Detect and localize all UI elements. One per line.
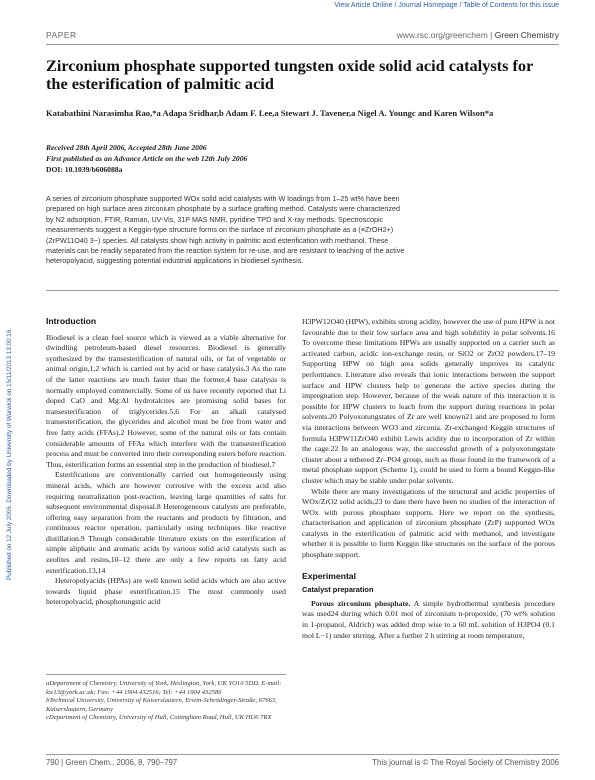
right-column — [302, 317, 555, 641]
header-journal-info — [397, 30, 559, 40]
header-separator: | — [487, 30, 495, 40]
paper-label: PAPER — [46, 30, 77, 40]
top-links — [334, 2, 559, 9]
download-note: Published on 12 July 2006. Downloaded by University of Warwick on 15/11/2013 13:00:16. — [6, 327, 13, 580]
paragraph: H3PW12O40 (HPW), exhibits strong acidity, however the use of pure HPW is not favourable due to their low surface area and high solubility in polar solvents.16 To overcome these limitations HPWs are usually supported on a carrier such as activated carbon, acidic ion-exchange resin, or SiO2 or ZrO2 powders.17–19 Supporting HPW on high area solids generally improves its catalytic performance. Literature also reveals that ionic interactions between the support surface and HPW clusters help to generate the active species during the impregnation step. However, because of the weak nature of this interaction it is possible for HPW clusters to leach from the support during reactions in polar solvents.20 Polyoxotungstates of Zr are well known21 and are proposed to form via interactions between WO3 and zirconia. Zr-exchanged Keggin structures of formula H3PW11ZrO40 exhibit Lewis acidity due to incorporation of Zr within the cage.22 In an analogous way, the successful growth of a polyoxotungstate cluster about a tethered Zr–PO4 group, such as those found in the framework of a metal phosphate support (Scheme 1), could be used to form a bound Keggin-like cluster which may be stable under polar solvents. — [302, 317, 556, 485]
footer-citation: 790 | Green Chem., 2006, 8, 790–797 — [46, 758, 178, 767]
footnotes — [46, 680, 286, 723]
experimental-heading: Experimental — [302, 570, 356, 581]
separator: / — [392, 2, 399, 9]
journal-homepage-link[interactable]: Journal Homepage — [398, 2, 458, 9]
footnote-rule — [46, 674, 286, 675]
footnote: aDepartment of Chemistry, University of York, Heslington, York, UK YO10 5DD. E-mail: kw13@york.ac.uk; Fax: +44 1904 432516; Tel: +44 1904 432586 — [46, 680, 282, 696]
journal-name: Green Chemistry — [494, 30, 559, 40]
view-article-online-link[interactable]: View Article Online — [334, 2, 393, 9]
header-rule — [46, 44, 559, 45]
article-dates — [46, 142, 247, 175]
footer-rule — [46, 754, 559, 755]
published-date: First published as an Advance Article on the web 12th July 2006 — [46, 154, 248, 163]
paragraph — [302, 599, 555, 641]
doi: DOI: 10.1039/b606088a — [46, 165, 123, 174]
paragraph: Esterifications are conventionally carried out homogeneously using mineral acids, which are however corrosive with the excess acid also requiring neutralization post-reaction, leaving large quantities of salts for subsequent environmental disposal.8 Heterogeneous catalysts are preferable, offering easy separation from the reactants and products by filtration, and continuous reactor operation, particularly using techniques like reactive distillation.9 Though considerable literature exists on the esterification of simple aliphatic and aromatic acids by various solid acid catalysts such as zeolites and resins,10–12 there are only a few reports on fatty acid esterification.13,14 — [46, 470, 286, 575]
left-column — [46, 316, 286, 608]
table-of-contents-link[interactable]: Table of Contents for this issue — [463, 2, 559, 9]
paragraph: While there are many investigations of the structural and acidic properties of WOx/ZrO2 solid acids,23 to date there have been no studies of the interaction of WOx with porous phosphate supports. Here we report on the synthesis, characterisation and application of zirconium phosphate (ZrP) supported WOx catalysts in the esterification of palmitic acid with methanol, and investigate whether it is possible to form Keggin like structures on the surface of the porous phosphate support. — [302, 486, 555, 560]
footnote: bTechnical University, University of Kaiserslautern, Erwin-Schrödinger-Straße, 67663, Kaiserslautern, Germany — [46, 697, 277, 713]
abstract-rule — [46, 290, 559, 291]
author-list: Katabathini Narasimha Rao,*a Adapa Sridhar,b Adam F. Lee,a Stewart J. Tavener,a Nigel A. Youngc and Karen Wilson*a — [46, 108, 494, 118]
paragraph-text: A simple hydrothermal synthesis procedure was used24 during which 0.01 mol of zirconium n-propoxide, (70 wt% solution in 1-propanol, Aldrich) was added drop wise to a 60 mL solution of H3PO4 (0.1 mol L−1) under stirring. After a further 2 h stirring at room temperature, — [302, 598, 555, 640]
footnote: cDepartment of Chemistry, University of Hull, Cottingham Road, Hull, UK HU6 7RX — [46, 714, 272, 722]
received-date: Received 28th April 2006, Accepted 28th June 2006 — [46, 143, 207, 152]
abstract: A series of zirconium phosphate supported WOx solid acid catalysts with W loadings from 1–25 wt% have been prepared on high surface area zirconium phosphate by a surface grafting method. Catalysts were characterized by N2 adsorption, FTIR, Raman, UV-Vis, 31P MAS NMR, pyridine TPD and X-ray methods. Spectroscopic measurements suggest a Keggin-type structure forms on the surface of zirconium phosphate as a (≡ZrOH2+)(ZrPW11O40 3−) species. All catalysts show high activity in palmitic acid esterification with methanol. These materials can be readily separated from the reaction system for re-use, and are resistant to leaching of the active heteropolyacid, suggesting potential industrial applications in biodiesel synthesis. — [46, 194, 405, 266]
article-title: Zirconium phosphate supported tungsten oxide solid acid catalysts for the esterification of palmitic acid — [46, 56, 533, 93]
catalyst-preparation-heading: Catalyst preparation — [302, 585, 374, 595]
separator: / — [457, 2, 464, 9]
paragraph-lead: Porous zirconium phosphate. — [311, 598, 411, 608]
running-header — [46, 30, 559, 42]
footer-copyright: This journal is © The Royal Society of Chemistry 2006 — [372, 758, 559, 767]
journal-url: www.rsc.org/greenchem — [396, 30, 488, 40]
paragraph: Heteropolyacids (HPAs) are well known solid acids which are also active towards liquid phase esterification.15 The most commonly used heteropolyacid, phosphotungstic acid — [46, 576, 286, 607]
side-note — [6, 160, 16, 580]
paragraph: Biodiesel is a clean fuel source which is viewed as a viable alternative for dwindling petroleum-based diesel resources. Biodiesel is generally synthesized by the transesterification of natural oils, or fat of vegetable or animal origin,1,2 which is carried out by acid or base catalysis.3 As the rate of the latter reactions are much faster than the former,4 base catalysis is normally employed commercially. Some of us have recently reported that Li doped CaO and Mg:Al hydrotalcites are promising solid bases for transesterification of triglycerides.5,6 For an alkali catalysed transesterification, the glycerides and alcohol must be free from water and free fatty acids (FFAs).2 However, some of the natural oils or fats contain considerable amounts of FFAs which interfere with the transesterification process and must be converted into their corresponding esters before reaction. Thus, esterification forms an essential step in the production of biodiesel.7 — [46, 332, 286, 469]
introduction-heading: Introduction — [46, 316, 97, 326]
